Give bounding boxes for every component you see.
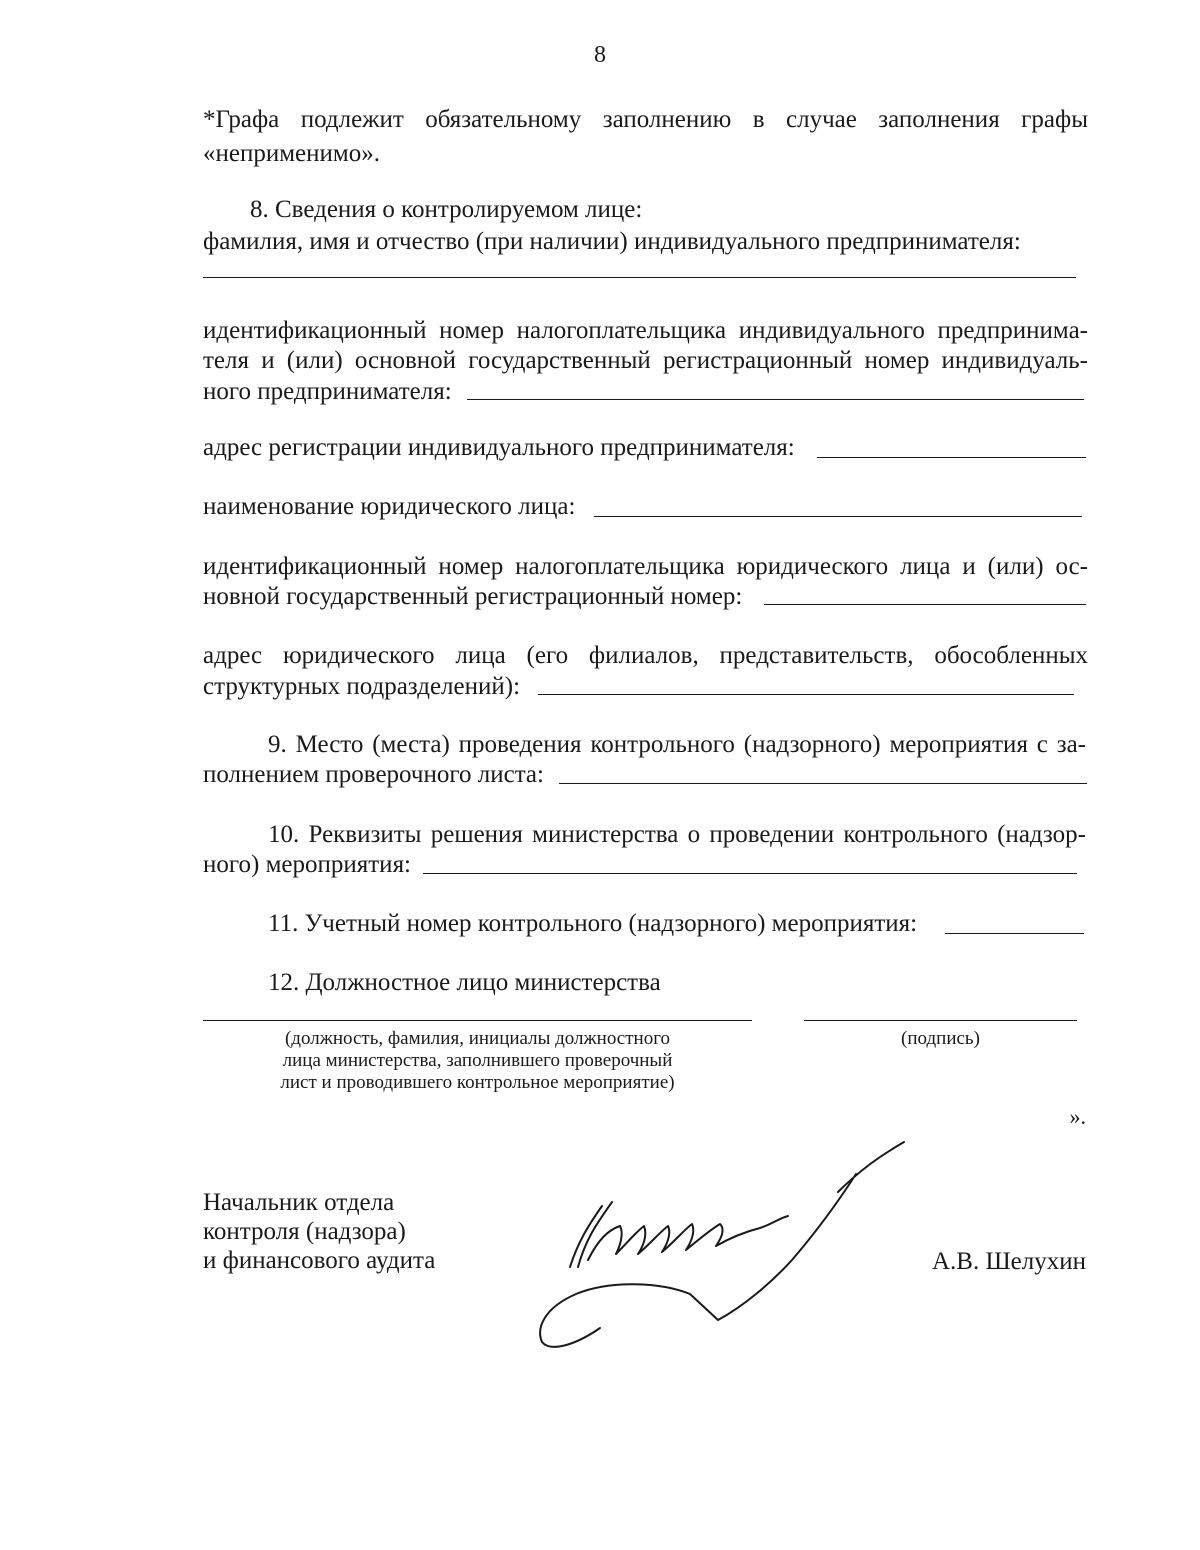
addr-ul-line-1: адрес юридического лица (его филиалов, представительств, обособленных bbox=[203, 642, 1088, 669]
official-position-field[interactable] bbox=[203, 1020, 752, 1021]
item-9-line-1: 9. Место (места) проведения контрольного (надзорного) мероприятия с за- bbox=[268, 731, 1086, 758]
signatory-title-line-3: и финансового аудита bbox=[203, 1247, 436, 1274]
item-12-label: 12. Должностное лицо министерства bbox=[268, 969, 661, 996]
inn-ip-line-1: идентификационный номер налогоплательщика индивидуального предпринима- bbox=[203, 317, 1088, 344]
fio-field[interactable] bbox=[203, 277, 1076, 278]
inn-ul-line-1: идентификационный номер налогоплательщика юридического лица и (или) ос- bbox=[203, 553, 1088, 580]
signatory-title-line-1: Начальник отдела bbox=[203, 1189, 395, 1216]
addr-ip-label: адрес регистрации индивидуального предпринимателя: bbox=[203, 434, 795, 461]
inn-ip-line-2: теля и (или) основной государственный регистрационный номер индивидуаль- bbox=[203, 347, 1088, 374]
inn-ul-line-2: новной государственный регистрационный номер: bbox=[203, 583, 743, 610]
official-signature-field[interactable] bbox=[804, 1020, 1077, 1021]
closing-quote: ». bbox=[1069, 1104, 1086, 1129]
footnote-line-2: «неприменимо». bbox=[203, 140, 380, 167]
page-number: 8 bbox=[594, 42, 606, 68]
signature-caption: (подпись) bbox=[901, 1028, 980, 1049]
item-8-title: 8. Сведения о контролируемом лице: bbox=[250, 196, 643, 223]
name-ul-label: наименование юридического лица: bbox=[203, 493, 576, 520]
signatory-title-line-2: контроля (надзора) bbox=[203, 1218, 406, 1245]
inn-ip-line-3: ного предпринимателя: bbox=[203, 378, 452, 405]
handwritten-signature bbox=[520, 1130, 920, 1360]
position-caption-line-1: (должность, фамилия, инициалы должностного bbox=[284, 1028, 671, 1049]
fio-label: фамилия, имя и отчество (при наличии) индивидуального предпринимателя: bbox=[203, 228, 1021, 255]
addr-ul-line-2: структурных подразделений): bbox=[203, 673, 521, 700]
footnote-line-1: *Графа подлежит обязательному заполнению в случае заполнения графы bbox=[203, 106, 1088, 133]
item-9-line-2: полнением проверочного листа: bbox=[203, 761, 544, 788]
item-10-line-2: ного) мероприятия: bbox=[203, 851, 412, 878]
record-number-field[interactable] bbox=[945, 933, 1084, 934]
signatory-name: А.В. Шелухин bbox=[931, 1248, 1086, 1275]
item-10-line-1: 10. Реквизиты решения министерства о проведении контрольного (надзор- bbox=[268, 821, 1086, 848]
inn-ul-field[interactable] bbox=[764, 604, 1086, 605]
addr-ul-field[interactable] bbox=[538, 694, 1074, 695]
inn-ip-field[interactable] bbox=[467, 399, 1084, 400]
decision-field[interactable] bbox=[423, 873, 1077, 874]
place-field[interactable] bbox=[559, 783, 1087, 784]
item-11-label: 11. Учетный номер контрольного (надзорного) мероприятия: bbox=[268, 910, 918, 937]
position-caption-line-2: лица министерства, заполнившего проверочный bbox=[282, 1050, 673, 1071]
addr-ip-field[interactable] bbox=[817, 457, 1086, 458]
name-ul-field[interactable] bbox=[594, 516, 1082, 517]
position-caption bbox=[203, 1028, 752, 1094]
position-caption-line-3: лист и проводившего контрольное мероприятие) bbox=[280, 1072, 675, 1093]
